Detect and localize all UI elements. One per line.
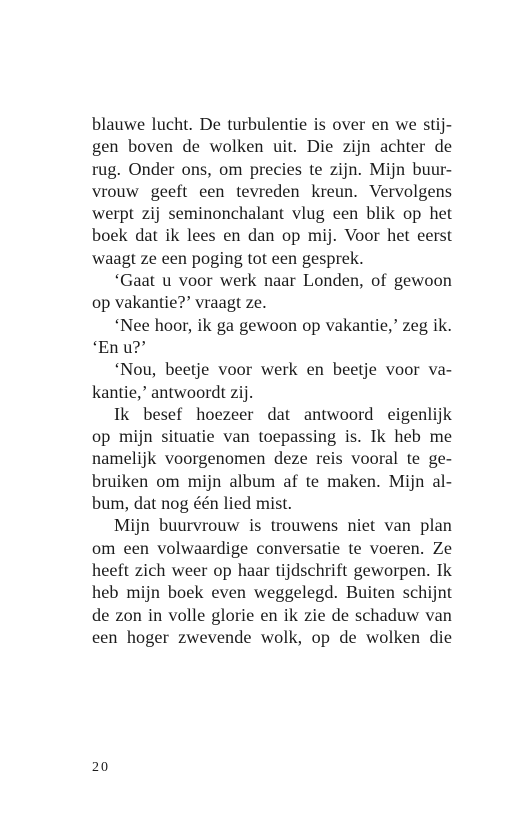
text-line: bruiken om mijn album af te maken. Mijn al- bbox=[92, 470, 452, 491]
text-line: om een volwaardige conversatie te voeren. Ze bbox=[92, 537, 452, 558]
text-line: vrouw geeft een tevreden kreun. Vervolgens bbox=[92, 180, 452, 201]
text-line: werpt zij seminonchalant vlug een blik op het bbox=[92, 203, 452, 224]
text-line: bum, dat nog één lied mist. bbox=[92, 493, 293, 514]
text-line: kantie,’ antwoordt zij. bbox=[92, 381, 254, 402]
text-line: rug. Onder ons, om precies te zijn. Mijn buur- bbox=[92, 158, 452, 179]
text-line: ‘Nou, beetje voor werk en beetje voor va- bbox=[114, 359, 452, 380]
text-line: de zon in volle glorie en ik zie de schaduw van bbox=[92, 604, 452, 625]
text-line: op vakantie?’ vraagt ze. bbox=[92, 292, 267, 313]
text-line: boek dat ik lees en dan op mij. Voor het eerst bbox=[92, 225, 452, 246]
text-line: heeft zich weer op haar tijdschrift geworpen. Ik bbox=[92, 559, 452, 580]
text-line: op mijn situatie van toepassing is. Ik heb me bbox=[92, 426, 452, 447]
body-text bbox=[92, 113, 452, 648]
text-line: gen boven de wolken uit. Die zijn achter de bbox=[92, 136, 452, 157]
text-line: namelijk voorgenomen deze reis vooral te ge- bbox=[92, 448, 452, 469]
page-number: 20 bbox=[92, 760, 110, 775]
text-line: ‘Nee hoor, ik ga gewoon op vakantie,’ zeg ik. bbox=[114, 314, 452, 335]
text-line: Mijn buurvrouw is trouwens niet van plan bbox=[114, 515, 452, 536]
text-line: een hoger zwevende wolk, op de wolken die bbox=[92, 626, 452, 647]
text-line: blauwe lucht. De turbulentie is over en we stij- bbox=[92, 114, 452, 134]
text-line: waagt ze een poging tot een gesprek. bbox=[92, 247, 364, 268]
text-line: heb mijn boek even weggelegd. Buiten schijnt bbox=[92, 582, 452, 603]
text-line: ‘En u?’ bbox=[92, 336, 147, 357]
text-line: Ik besef hoezeer dat antwoord eigenlijk bbox=[114, 403, 452, 424]
text-line: ‘Gaat u voor werk naar Londen, of gewoon bbox=[114, 270, 452, 291]
